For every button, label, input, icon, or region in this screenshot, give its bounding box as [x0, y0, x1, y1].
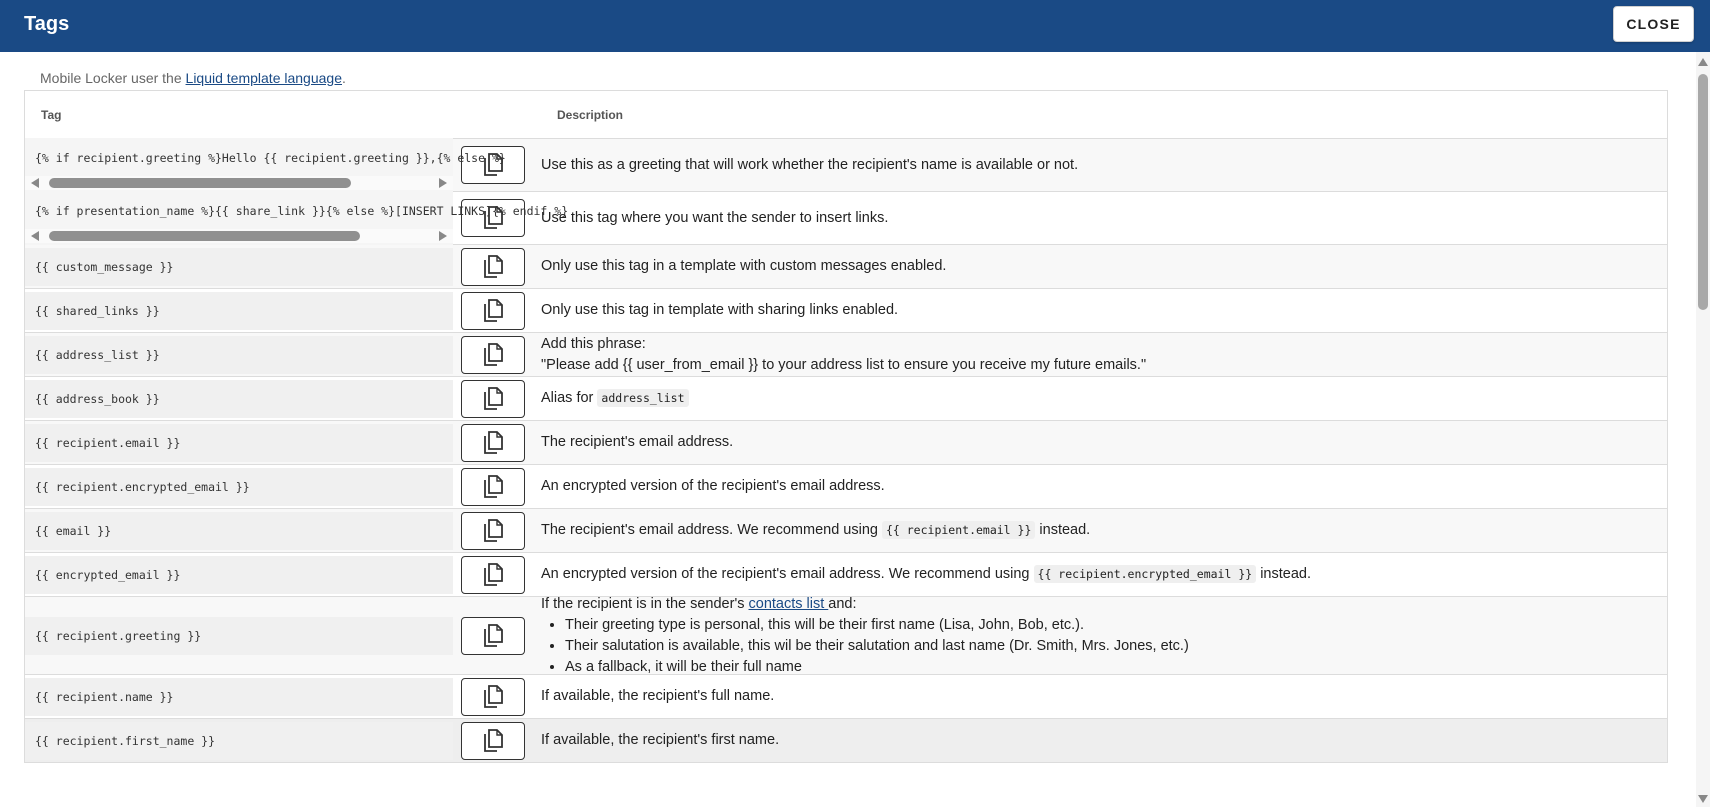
table-row — [25, 139, 1667, 192]
tag-description: The recipient's email address. — [541, 434, 734, 450]
tag-description: An encrypted version of the recipient's email address. — [541, 478, 885, 494]
copy-icon — [482, 684, 504, 710]
inline-code: {{ recipient.email }} — [882, 521, 1035, 539]
inline-code: address_list — [597, 389, 688, 407]
copy-icon — [482, 623, 504, 649]
tag-code: {{ email }} — [25, 512, 453, 550]
scroll-down-icon[interactable] — [1698, 795, 1708, 803]
tag-description: Use this as a greeting that will work whether the recipient's name is available or not. — [541, 156, 1079, 173]
scrollbar-thumb[interactable] — [49, 231, 360, 241]
tag-description — [541, 594, 1189, 678]
copy-button[interactable] — [461, 678, 525, 716]
description-text: instead. — [1035, 522, 1091, 538]
inline-code: {{ recipient.encrypted_email }} — [1034, 565, 1257, 583]
table-row — [25, 719, 1667, 763]
tag-description: If available, the recipient's first name. — [541, 732, 780, 748]
tag-code: {{ custom_message }} — [25, 248, 453, 286]
copy-button[interactable] — [461, 468, 525, 506]
table-row — [25, 675, 1667, 719]
description-line: Add this phrase: — [541, 335, 646, 352]
table-row — [25, 465, 1667, 509]
tag-code: {{ recipient.email }} — [25, 424, 453, 462]
tag-description — [541, 520, 1090, 541]
tag-description — [541, 388, 689, 409]
table-row — [25, 421, 1667, 465]
copy-icon — [482, 386, 504, 412]
dialog-title: Tags — [24, 13, 70, 35]
table-row — [25, 245, 1667, 289]
copy-button[interactable] — [461, 424, 525, 462]
table-row — [25, 377, 1667, 421]
copy-button[interactable] — [461, 336, 525, 374]
copy-icon — [482, 518, 504, 544]
tag-code: {{ recipient.name }} — [25, 678, 453, 716]
contacts-list-link[interactable]: contacts list — [748, 595, 829, 612]
copy-button[interactable] — [461, 380, 525, 418]
scrollbar-thumb[interactable] — [49, 178, 351, 188]
copy-icon — [482, 728, 504, 754]
tag-code — [25, 138, 506, 192]
copy-button[interactable] — [461, 248, 525, 286]
bullet-item: • Their salutation is available, this wil be their salutation and last name (Dr. Smith, Mrs. Jones, etc.) — [565, 636, 1189, 657]
scrollbar-thumb[interactable] — [1698, 74, 1708, 310]
description-text: An encrypted version of the recipient's email address. We recommend using — [541, 566, 1034, 582]
tag-text: {% if presentation_name %}{{ share_link }}{% else %}[INSERT LINKS]{% endif %} — [35, 204, 569, 218]
description-bullets — [565, 615, 1189, 678]
tag-code: {{ shared_links }} — [25, 292, 453, 330]
tag-code: {{ recipient.encrypted_email }} — [25, 468, 453, 506]
column-header-tag: Tag — [41, 108, 62, 122]
intro-suffix: . — [342, 70, 346, 86]
table-header — [25, 91, 1667, 139]
copy-icon — [482, 298, 504, 324]
copy-icon — [482, 562, 504, 588]
tag-description: If available, the recipient's full name. — [541, 688, 775, 704]
tag-code: {{ encrypted_email }} — [25, 556, 453, 594]
copy-button[interactable] — [461, 722, 525, 760]
liquid-template-link[interactable]: Liquid template language — [185, 70, 342, 86]
vertical-scrollbar[interactable] — [1696, 52, 1710, 807]
dialog-content — [0, 52, 1696, 807]
description-text: and: — [828, 595, 857, 612]
tag-description: Only use this tag in template with sharing links enabled. — [541, 302, 899, 318]
tag-code: {{ address_book }} — [25, 380, 453, 418]
tag-description: Only use this tag in a template with custom messages enabled. — [541, 258, 947, 274]
tag-code: {{ recipient.greeting }} — [25, 617, 453, 655]
copy-button[interactable] — [461, 292, 525, 330]
table-row — [25, 509, 1667, 553]
table-row — [25, 553, 1667, 597]
intro-prefix: Mobile Locker user the — [40, 70, 186, 86]
copy-button[interactable] — [461, 617, 525, 655]
copy-button[interactable] — [461, 556, 525, 594]
scroll-right-icon[interactable] — [439, 178, 447, 188]
scroll-left-icon[interactable] — [31, 231, 39, 241]
table-row — [25, 333, 1667, 377]
description-text: Alias for — [541, 390, 598, 406]
tag-code — [25, 191, 569, 245]
tag-code: {{ address_list }} — [25, 336, 453, 374]
close-button[interactable]: CLOSE — [1613, 6, 1694, 42]
dialog-header — [0, 0, 1710, 52]
column-header-description: Description — [557, 108, 624, 122]
tag-code: {{ recipient.first_name }} — [25, 722, 453, 760]
table-row — [25, 597, 1667, 675]
description-text: instead. — [1256, 566, 1311, 582]
tag-description — [541, 334, 1146, 376]
copy-button[interactable] — [461, 512, 525, 550]
tag-description: Use this tag where you want the sender to insert links. — [541, 209, 889, 226]
copy-icon — [482, 474, 504, 500]
description-line — [541, 594, 1189, 615]
copy-icon — [482, 254, 504, 280]
description-text: The recipient's email address. We recommend using — [541, 522, 882, 538]
tags-table — [24, 90, 1668, 763]
scroll-up-icon[interactable] — [1698, 58, 1708, 66]
scroll-left-icon[interactable] — [31, 178, 39, 188]
tag-text: {% if recipient.greeting %}Hello {{ recipient.greeting }},{% else %} — [35, 151, 506, 165]
horizontal-scrollbar[interactable] — [25, 229, 453, 243]
bullet-item: • Their greeting type is personal, this will be their first name (Lisa, John, Bob, etc.). — [565, 615, 1189, 636]
description-text: If the recipient is in the sender's — [541, 595, 749, 612]
description-line: "Please add {{ user_from_email }} to your address list to ensure you receive my future emails." — [541, 356, 1147, 373]
scroll-right-icon[interactable] — [439, 231, 447, 241]
table-row — [25, 192, 1667, 245]
table-row — [25, 289, 1667, 333]
tag-description — [541, 564, 1311, 585]
copy-icon — [482, 342, 504, 368]
horizontal-scrollbar[interactable] — [25, 176, 453, 190]
intro-text — [40, 70, 346, 86]
copy-icon — [482, 430, 504, 456]
bullet-item: • As a fallback, it will be their full name — [565, 657, 1189, 678]
